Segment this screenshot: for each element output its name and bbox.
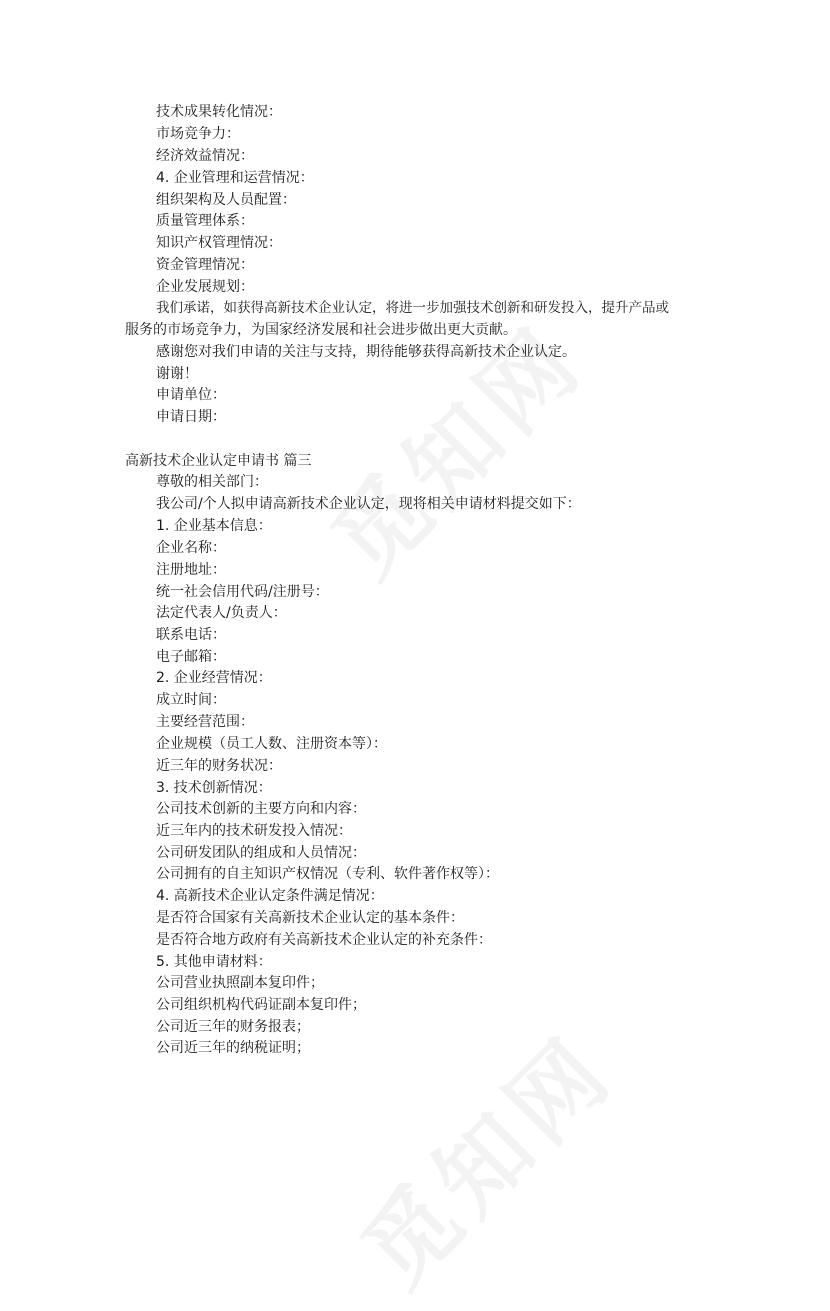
section-heading: 4. 高新技术企业认定条件满足情况： bbox=[156, 888, 384, 904]
paragraph-line: 公司拥有的自主知识产权情况（专利、软件著作权等）： bbox=[156, 866, 499, 882]
paragraph-line: 联系电话： bbox=[156, 627, 226, 643]
paragraph-line: 组织架构及人员配置： bbox=[156, 192, 296, 208]
section-heading: 5. 其他申请材料： bbox=[156, 954, 272, 970]
paragraph-line: 公司组织机构代码证副本复印件； bbox=[156, 997, 366, 1013]
paragraph-line: 公司近三年的财务报表； bbox=[156, 1019, 310, 1035]
paragraph-line: 是否符合国家有关高新技术企业认定的基本条件： bbox=[156, 910, 464, 926]
paragraph-line: 公司研发团队的组成和人员情况： bbox=[156, 845, 366, 861]
paragraph-line: 经济效益情况： bbox=[156, 148, 254, 164]
paragraph-line: 知识产权管理情况： bbox=[156, 235, 282, 251]
paragraph-line: 统一社会信用代码/注册号： bbox=[156, 584, 329, 600]
paragraph-line: 企业发展规划： bbox=[156, 279, 254, 295]
paragraph-line: 尊敬的相关部门： bbox=[156, 474, 268, 490]
section-title: 高新技术企业认定申请书 篇三 bbox=[125, 453, 312, 469]
paragraph-line: 公司技术创新的主要方向和内容： bbox=[156, 801, 366, 817]
paragraph-line: 感谢您对我们申请的关注与支持，期待能够获得高新技术企业认定。 bbox=[156, 344, 576, 360]
paragraph-line: 是否符合地方政府有关高新技术企业认定的补充条件： bbox=[156, 932, 492, 948]
paragraph-line: 公司近三年的纳税证明； bbox=[156, 1040, 310, 1056]
paragraph-line: 电子邮箱： bbox=[156, 649, 226, 665]
paragraph-line: 市场竞争力： bbox=[156, 126, 240, 142]
section-heading: 4. 企业管理和运营情况： bbox=[156, 170, 314, 186]
paragraph-line: 谢谢！ bbox=[156, 366, 198, 382]
paragraph-line: 公司营业执照副本复印件； bbox=[156, 975, 324, 991]
paragraph-line: 质量管理体系： bbox=[156, 213, 254, 229]
paragraph-line: 注册地址： bbox=[156, 562, 226, 578]
paragraph-line: 申请单位： bbox=[156, 387, 226, 403]
paragraph-line: 资金管理情况： bbox=[156, 257, 254, 273]
paragraph-line: 主要经营范围： bbox=[156, 714, 254, 730]
watermark-text bbox=[328, 1001, 638, 1311]
section-heading: 3. 技术创新情况： bbox=[156, 780, 272, 796]
paragraph-line: 企业规模（员工人数、注册资本等）： bbox=[156, 736, 387, 752]
paragraph-line: 技术成果转化情况： bbox=[156, 104, 282, 120]
paragraph-line: 法定代表人/负责人： bbox=[156, 605, 287, 621]
section-heading: 1. 企业基本信息： bbox=[156, 518, 272, 534]
paragraph-line: 成立时间： bbox=[156, 692, 226, 708]
section-heading: 2. 企业经营情况： bbox=[156, 670, 272, 686]
paragraph-line: 服务的市场竞争力，为国家经济发展和社会进步做出更大贡献。 bbox=[125, 322, 517, 338]
paragraph-line: 近三年的财务状况： bbox=[156, 758, 282, 774]
paragraph-line: 我们承诺，如获得高新技术企业认定，将进一步加强技术创新和研发投入，提升产品或 bbox=[156, 300, 669, 316]
paragraph-line: 申请日期： bbox=[156, 409, 226, 425]
paragraph-line: 企业名称： bbox=[156, 540, 226, 556]
paragraph-line: 我公司/个人拟申请高新技术企业认定，现将相关申请材料提交如下： bbox=[156, 496, 581, 512]
paragraph-line: 近三年内的技术研发投入情况： bbox=[156, 823, 352, 839]
